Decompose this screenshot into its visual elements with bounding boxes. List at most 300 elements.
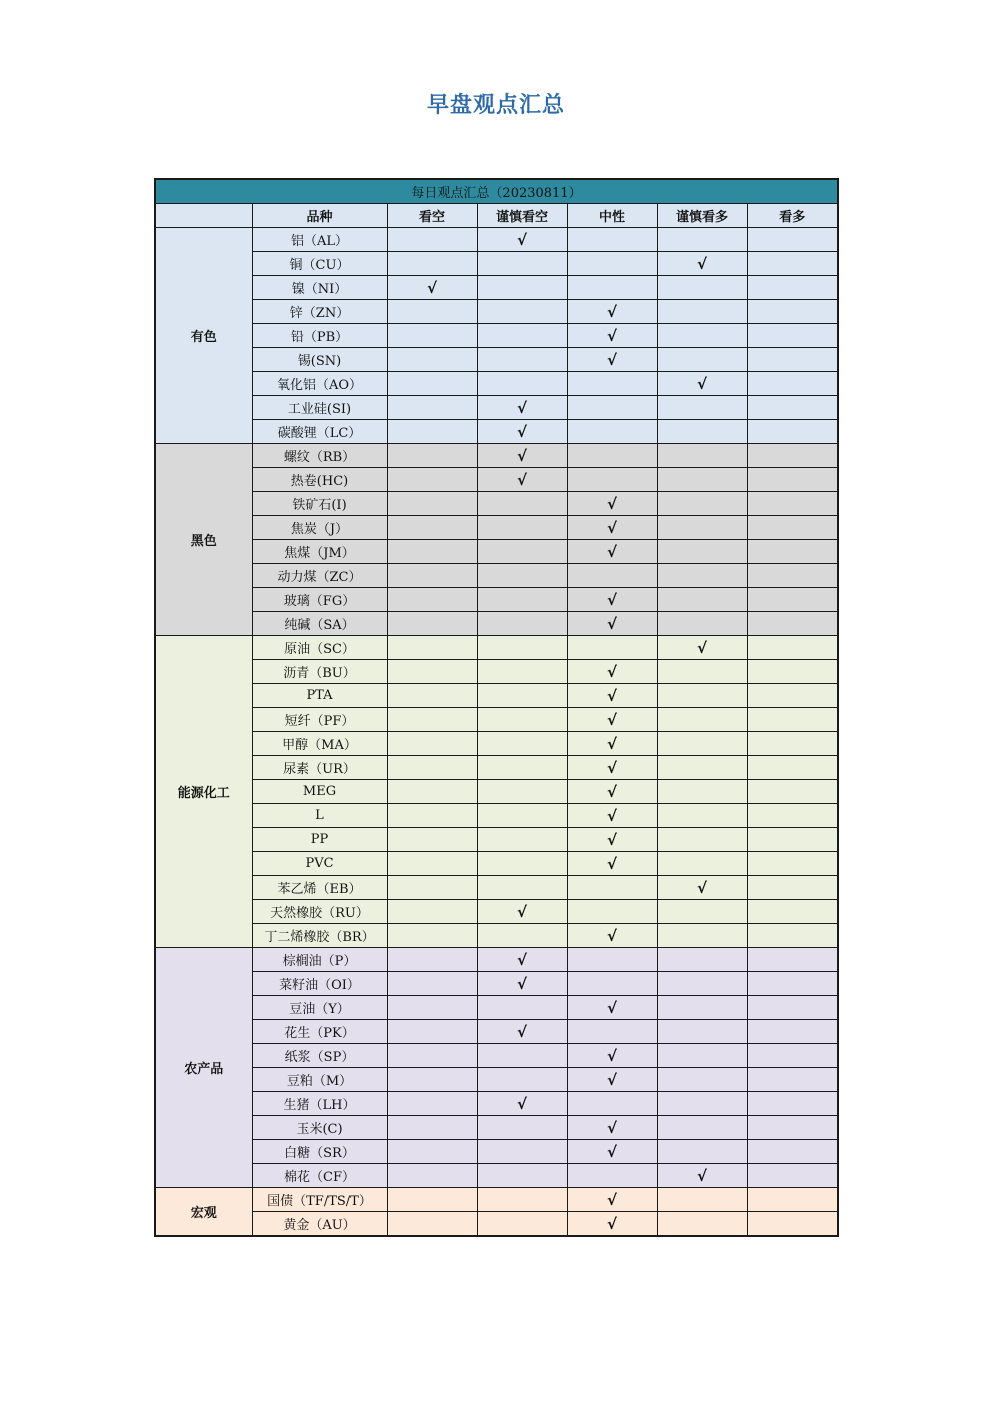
view-cell <box>567 588 657 612</box>
view-cell <box>747 756 838 780</box>
table-row <box>155 228 838 252</box>
view-cell <box>477 396 567 420</box>
view-cell <box>567 420 657 444</box>
table-row <box>155 1116 838 1140</box>
variety-name: 铜（CU） <box>252 252 387 276</box>
table-row <box>155 900 838 924</box>
check-mark-icon: √ <box>606 302 617 321</box>
view-cell <box>747 876 838 900</box>
header-cautious-bearish: 谨慎看空 <box>477 204 567 228</box>
view-cell <box>477 588 567 612</box>
view-cell <box>657 348 747 372</box>
view-cell <box>567 924 657 948</box>
view-cell <box>747 1212 838 1237</box>
variety-name: 苯乙烯（EB） <box>252 876 387 900</box>
view-cell <box>747 1140 838 1164</box>
check-mark-icon: √ <box>696 878 707 897</box>
variety-name: 国债（TF/TS/T） <box>252 1188 387 1212</box>
view-cell <box>747 372 838 396</box>
view-cell <box>567 876 657 900</box>
view-cell <box>567 516 657 540</box>
table-row <box>155 780 838 804</box>
view-cell <box>567 1044 657 1068</box>
check-mark-icon: √ <box>516 230 527 249</box>
table-row <box>155 876 838 900</box>
view-cell <box>567 396 657 420</box>
view-cell <box>477 756 567 780</box>
table-row <box>155 972 838 996</box>
view-cell <box>747 996 838 1020</box>
view-cell <box>387 324 477 348</box>
view-cell <box>477 780 567 804</box>
check-mark-icon: √ <box>606 1118 617 1137</box>
table-row <box>155 1164 838 1188</box>
check-mark-icon: √ <box>606 542 617 561</box>
view-cell <box>387 948 477 972</box>
view-cell <box>477 1020 567 1044</box>
view-cell <box>747 708 838 732</box>
view-cell <box>387 828 477 852</box>
view-cell <box>747 924 838 948</box>
view-cell <box>657 276 747 300</box>
variety-name: 螺纹（RB） <box>252 444 387 468</box>
view-cell <box>567 468 657 492</box>
check-mark-icon: √ <box>606 1070 617 1089</box>
view-cell <box>477 228 567 252</box>
view-cell <box>657 564 747 588</box>
view-cell <box>387 612 477 636</box>
view-cell <box>477 468 567 492</box>
view-cell <box>657 948 747 972</box>
view-cell <box>747 732 838 756</box>
view-cell <box>387 1020 477 1044</box>
check-mark-icon: √ <box>606 1190 617 1209</box>
daily-view-table <box>154 178 839 1237</box>
view-cell <box>477 852 567 876</box>
view-cell <box>747 660 838 684</box>
view-cell <box>387 516 477 540</box>
view-cell <box>387 252 477 276</box>
view-cell <box>657 444 747 468</box>
view-cell <box>657 1164 747 1188</box>
header-variety: 品种 <box>252 204 387 228</box>
table-body <box>155 228 838 1237</box>
header-bullish: 看多 <box>747 204 838 228</box>
variety-name: PTA <box>252 684 387 708</box>
variety-name: 甲醇（MA） <box>252 732 387 756</box>
table-row <box>155 324 838 348</box>
view-cell <box>477 684 567 708</box>
variety-name: PVC <box>252 852 387 876</box>
view-cell <box>567 780 657 804</box>
view-cell <box>387 756 477 780</box>
check-mark-icon: √ <box>606 1214 617 1233</box>
view-cell <box>657 684 747 708</box>
view-cell <box>657 396 747 420</box>
variety-name: 豆粕（M） <box>252 1068 387 1092</box>
view-cell <box>477 828 567 852</box>
view-cell <box>747 1044 838 1068</box>
view-cell <box>567 1092 657 1116</box>
view-cell <box>477 996 567 1020</box>
view-cell <box>387 660 477 684</box>
view-cell <box>477 420 567 444</box>
table-row <box>155 1212 838 1237</box>
view-cell <box>477 1140 567 1164</box>
view-cell <box>657 876 747 900</box>
view-cell <box>567 1140 657 1164</box>
view-cell <box>567 1212 657 1237</box>
view-cell <box>657 972 747 996</box>
view-cell <box>387 492 477 516</box>
view-cell <box>567 636 657 660</box>
variety-name: 铅（PB） <box>252 324 387 348</box>
table-row <box>155 468 838 492</box>
check-mark-icon: √ <box>606 806 617 825</box>
table-row <box>155 924 838 948</box>
view-cell <box>477 372 567 396</box>
table-row <box>155 540 838 564</box>
header-neutral: 中性 <box>567 204 657 228</box>
view-cell <box>657 804 747 828</box>
view-cell <box>477 252 567 276</box>
header-cautious-bullish: 谨慎看多 <box>657 204 747 228</box>
view-cell <box>477 564 567 588</box>
table-row <box>155 564 838 588</box>
variety-name: 棕榈油（P） <box>252 948 387 972</box>
table-row <box>155 1068 838 1092</box>
variety-name: 纸浆（SP） <box>252 1044 387 1068</box>
view-cell <box>387 348 477 372</box>
variety-name: 铁矿石(I) <box>252 492 387 516</box>
check-mark-icon: √ <box>516 1022 527 1041</box>
view-cell <box>657 540 747 564</box>
view-cell <box>477 1188 567 1212</box>
check-mark-icon: √ <box>606 854 617 873</box>
view-cell <box>747 972 838 996</box>
view-cell <box>657 708 747 732</box>
variety-name: 短纤（PF） <box>252 708 387 732</box>
view-cell <box>567 684 657 708</box>
view-cell <box>567 828 657 852</box>
view-cell <box>657 780 747 804</box>
variety-name: 铝（AL） <box>252 228 387 252</box>
check-mark-icon: √ <box>516 470 527 489</box>
table-row <box>155 732 838 756</box>
view-cell <box>477 1068 567 1092</box>
table-row <box>155 372 838 396</box>
category-cell: 农产品 <box>155 948 252 1188</box>
view-cell <box>567 756 657 780</box>
view-cell <box>477 1164 567 1188</box>
variety-name: 工业硅(SI) <box>252 396 387 420</box>
table-row <box>155 948 838 972</box>
view-cell <box>747 1116 838 1140</box>
view-cell <box>747 252 838 276</box>
check-mark-icon: √ <box>606 926 617 945</box>
view-cell <box>567 948 657 972</box>
view-cell <box>657 1140 747 1164</box>
view-cell <box>477 732 567 756</box>
view-cell <box>387 228 477 252</box>
view-cell <box>657 300 747 324</box>
view-cell <box>567 1116 657 1140</box>
variety-name: 玉米(C) <box>252 1116 387 1140</box>
check-mark-icon: √ <box>606 1142 617 1161</box>
view-cell <box>657 1188 747 1212</box>
view-cell <box>387 1164 477 1188</box>
view-cell <box>657 852 747 876</box>
view-cell <box>387 684 477 708</box>
view-cell <box>657 1044 747 1068</box>
table-row <box>155 252 838 276</box>
view-cell <box>567 852 657 876</box>
table-row <box>155 1044 838 1068</box>
variety-name: 锌（ZN） <box>252 300 387 324</box>
view-cell <box>567 708 657 732</box>
check-mark-icon: √ <box>696 374 707 393</box>
view-cell <box>477 1212 567 1237</box>
view-cell <box>657 756 747 780</box>
variety-name: 动力煤（ZC） <box>252 564 387 588</box>
view-cell <box>477 276 567 300</box>
view-cell <box>387 996 477 1020</box>
view-cell <box>657 1068 747 1092</box>
view-cell <box>657 660 747 684</box>
view-cell <box>567 900 657 924</box>
variety-name: 黄金（AU） <box>252 1212 387 1237</box>
variety-name: 丁二烯橡胶（BR） <box>252 924 387 948</box>
category-cell: 黑色 <box>155 444 252 636</box>
table-row <box>155 1020 838 1044</box>
view-cell <box>657 1092 747 1116</box>
view-cell <box>747 780 838 804</box>
view-cell <box>567 612 657 636</box>
view-cell <box>477 900 567 924</box>
table-row <box>155 660 838 684</box>
view-cell <box>477 324 567 348</box>
check-mark-icon: √ <box>606 326 617 345</box>
view-cell <box>477 1044 567 1068</box>
view-cell <box>747 1164 838 1188</box>
view-cell <box>747 468 838 492</box>
table-row <box>155 612 838 636</box>
view-cell <box>387 1140 477 1164</box>
view-cell <box>477 876 567 900</box>
variety-name: 玻璃（FG） <box>252 588 387 612</box>
check-mark-icon: √ <box>606 758 617 777</box>
view-cell <box>477 540 567 564</box>
view-cell <box>477 444 567 468</box>
check-mark-icon: √ <box>606 710 617 729</box>
view-cell <box>387 708 477 732</box>
variety-name: 原油（SC） <box>252 636 387 660</box>
check-mark-icon: √ <box>606 494 617 513</box>
view-cell <box>387 300 477 324</box>
check-mark-icon: √ <box>516 902 527 921</box>
check-mark-icon: √ <box>606 734 617 753</box>
variety-name: 焦煤（JM） <box>252 540 387 564</box>
view-cell <box>387 924 477 948</box>
table-row <box>155 300 838 324</box>
table-row <box>155 708 838 732</box>
check-mark-icon: √ <box>606 998 617 1017</box>
view-cell <box>477 948 567 972</box>
view-cell <box>477 612 567 636</box>
table-row <box>155 828 838 852</box>
view-cell <box>657 612 747 636</box>
view-cell <box>567 540 657 564</box>
table-banner: 每日观点汇总（20230811） <box>155 179 838 204</box>
view-cell <box>747 492 838 516</box>
view-cell <box>477 924 567 948</box>
view-cell <box>387 588 477 612</box>
view-cell <box>747 564 838 588</box>
check-mark-icon: √ <box>516 950 527 969</box>
view-cell <box>387 276 477 300</box>
view-cell <box>387 876 477 900</box>
check-mark-icon: √ <box>516 446 527 465</box>
variety-name: 尿素（UR） <box>252 756 387 780</box>
view-cell <box>747 804 838 828</box>
check-mark-icon: √ <box>696 638 707 657</box>
view-cell <box>387 852 477 876</box>
view-cell <box>387 732 477 756</box>
table-row <box>155 852 838 876</box>
view-cell <box>657 1116 747 1140</box>
header-bearish: 看空 <box>387 204 477 228</box>
variety-name: 碳酸锂（LC） <box>252 420 387 444</box>
view-cell <box>657 924 747 948</box>
view-cell <box>657 228 747 252</box>
view-cell <box>567 804 657 828</box>
view-cell <box>567 372 657 396</box>
variety-name: 氧化铝（AO） <box>252 372 387 396</box>
view-cell <box>567 996 657 1020</box>
view-cell <box>387 1068 477 1092</box>
variety-name: 菜籽油（OI） <box>252 972 387 996</box>
view-cell <box>657 828 747 852</box>
view-cell <box>747 300 838 324</box>
view-cell <box>567 444 657 468</box>
table-row <box>155 516 838 540</box>
check-mark-icon: √ <box>696 254 707 273</box>
view-cell <box>567 228 657 252</box>
view-cell <box>387 1092 477 1116</box>
view-cell <box>747 420 838 444</box>
variety-name: 生猪（LH） <box>252 1092 387 1116</box>
variety-name: 豆油（Y） <box>252 996 387 1020</box>
view-cell <box>657 492 747 516</box>
check-mark-icon: √ <box>606 830 617 849</box>
check-mark-icon: √ <box>696 1166 707 1185</box>
view-cell <box>387 564 477 588</box>
check-mark-icon: √ <box>606 1046 617 1065</box>
view-cell <box>747 900 838 924</box>
check-mark-icon: √ <box>516 974 527 993</box>
view-cell <box>567 660 657 684</box>
table-row <box>155 684 838 708</box>
view-cell <box>567 300 657 324</box>
view-cell <box>387 636 477 660</box>
view-cell <box>567 324 657 348</box>
view-cell <box>567 1020 657 1044</box>
table-row <box>155 804 838 828</box>
view-cell <box>477 636 567 660</box>
check-mark-icon: √ <box>606 590 617 609</box>
view-cell <box>747 228 838 252</box>
variety-name: 镍（NI） <box>252 276 387 300</box>
view-cell <box>387 1212 477 1237</box>
view-cell <box>747 1092 838 1116</box>
variety-name: 花生（PK） <box>252 1020 387 1044</box>
view-cell <box>387 900 477 924</box>
view-cell <box>657 420 747 444</box>
view-cell <box>477 708 567 732</box>
view-cell <box>657 252 747 276</box>
table-row <box>155 276 838 300</box>
view-cell <box>747 948 838 972</box>
table-row <box>155 420 838 444</box>
view-cell <box>747 276 838 300</box>
view-cell <box>657 468 747 492</box>
view-cell <box>477 516 567 540</box>
view-cell <box>567 1068 657 1092</box>
variety-name: 纯碱（SA） <box>252 612 387 636</box>
table-row <box>155 396 838 420</box>
blank-header-cell <box>155 204 252 228</box>
view-cell <box>657 900 747 924</box>
view-cell <box>387 540 477 564</box>
view-cell <box>747 612 838 636</box>
view-cell <box>387 972 477 996</box>
table-row <box>155 1140 838 1164</box>
view-cell <box>747 516 838 540</box>
view-cell <box>387 372 477 396</box>
view-cell <box>747 540 838 564</box>
view-cell <box>477 804 567 828</box>
view-cell <box>567 252 657 276</box>
view-cell <box>657 732 747 756</box>
variety-name: PP <box>252 828 387 852</box>
table-row <box>155 1092 838 1116</box>
view-cell <box>387 1044 477 1068</box>
view-cell <box>477 300 567 324</box>
table-row <box>155 588 838 612</box>
variety-name: 焦炭（J） <box>252 516 387 540</box>
view-cell <box>747 444 838 468</box>
view-cell <box>567 564 657 588</box>
check-mark-icon: √ <box>426 278 437 297</box>
check-mark-icon: √ <box>606 518 617 537</box>
table-row <box>155 1188 838 1212</box>
view-cell <box>387 444 477 468</box>
view-cell <box>747 348 838 372</box>
view-cell <box>477 1116 567 1140</box>
view-cell <box>747 396 838 420</box>
view-cell <box>477 660 567 684</box>
view-cell <box>657 588 747 612</box>
view-cell <box>747 636 838 660</box>
view-cell <box>747 852 838 876</box>
view-cell <box>747 828 838 852</box>
view-cell <box>747 324 838 348</box>
view-cell <box>747 1020 838 1044</box>
variety-name: L <box>252 804 387 828</box>
view-cell <box>387 1188 477 1212</box>
variety-name: MEG <box>252 780 387 804</box>
check-mark-icon: √ <box>516 422 527 441</box>
